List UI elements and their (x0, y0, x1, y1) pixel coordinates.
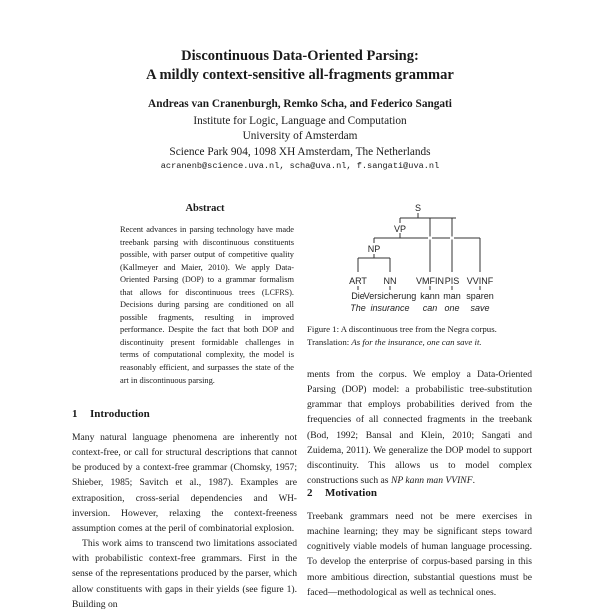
section-number: 1 (72, 408, 78, 420)
caption-translation: As for the insurance, one can save it. (351, 337, 482, 347)
word: Die (351, 291, 365, 301)
node-np: NP (367, 244, 381, 254)
gloss: The (350, 303, 366, 313)
introduction-body (72, 430, 297, 612)
word: Versicherung (363, 291, 417, 301)
gloss: save (470, 303, 490, 313)
discontinuous-tree-diagram (334, 200, 534, 320)
acronym-dop: DOP (184, 275, 201, 285)
preterminal: ART (349, 276, 367, 286)
abstract-text: Recent advances in parsing technology have made treebank parsing with discontinuous constituents possible, with parser output of competitive quality (Kallmeyer and Maier, 2010). We apply Data-Oriented Parsing ( (120, 225, 294, 285)
author-block (0, 97, 600, 173)
preterminal: NN (383, 276, 397, 286)
acronym-wh: WH (278, 492, 294, 503)
title-line-2: A mildly context-sensitive all-fragments grammar (146, 67, 454, 83)
word: man (443, 291, 461, 301)
acronym-lcfrs: LCFRS (264, 287, 290, 297)
author-names: Andreas van Cranenburgh, Remko Scha, and Federico Sangati (148, 98, 452, 110)
preterminal: PIS (444, 276, 460, 286)
example-construction: NP kann man VVINF (390, 475, 473, 487)
figure-1-tree (334, 200, 534, 320)
caption-translation-label: Translation: (307, 337, 352, 347)
body-text: Treebank grammars need not be mere exercises in machine learning; they may be significant steps toward cognitively viable models of human language processing. To develop the enterprise of corpus-based parsing in this more ambitious direction, substantial questions must be faced—methodological as well as technical ones. (307, 511, 532, 598)
affiliation-university: University of Amsterdam (242, 130, 358, 142)
node-vp: VP (393, 224, 407, 234)
abstract-text: and discontinuity present formidable challenges in terms of computational complexity, the model is reasonably efficient, and surpasses the state of the art in discontinuous parsing. (120, 325, 294, 385)
caption-text: Figure 1: A discontinuous tree from the Negra corpus. (307, 324, 497, 334)
gloss: one (444, 303, 460, 313)
preterminal: VMFIN (416, 276, 444, 286)
affiliation-institute: Institute for Logic, Language and Computation (193, 114, 407, 127)
paper-title (0, 47, 600, 85)
acronym-dop: DOP (345, 384, 364, 395)
abstract-text: ). Decisions during parsing are conditioned on all possible fragments, resulting in improved performance. Despite the fact that both (120, 287, 294, 335)
title-line-1: Discontinuous Data-Oriented Parsing: (181, 48, 419, 64)
word: sparen (466, 291, 494, 301)
body-text: This work aims to transcend two limitations associated with probabilistic context-free grammars. First in the sense of the representations produced by the parser, which allow constituents with gaps in their yields (see figure 1). Building on (72, 538, 297, 610)
affiliation-address: Science Park 904, 1098 XH Amsterdam, The Netherlands (169, 145, 431, 158)
body-text: model to support discontinuity. This allows us to model complex constructions such as (307, 444, 532, 487)
right-column-body (307, 367, 532, 488)
section-heading-introduction (72, 408, 150, 420)
section-heading-motivation (307, 487, 377, 499)
abstract-text: ) to a grammar formalism that allows for discontinuous trees ( (120, 275, 294, 297)
section-number: 2 (307, 487, 313, 499)
word: kann (420, 291, 440, 301)
body-text: Many natural language phenomena are inherently not context-free, or call for structural descriptions that cannot be produced by a context-free grammar (Chomsky, 1957; Shieber, 1985; Savitch et al., 1987). Examples are extraposition, cross-serial dependencies and (72, 432, 297, 504)
gloss: insurance (370, 303, 410, 313)
acronym-dop: DOP (262, 325, 279, 335)
section-title: Introduction (90, 408, 150, 420)
body-text: ) model: a probabilistic tree-substitution grammar that employs probabilities derived from the frequencies of all connected fragments in the treebank (Bod, 1992; Bansal and Klein, 2010; Sangati and Zuidema, 2011). We generalize the (307, 384, 532, 456)
section-title: Motivation (325, 487, 377, 499)
figure-caption (307, 323, 537, 349)
author-emails: acranenb@science.uva.nl, scha@uva.nl, f.sangati@uva.nl (160, 161, 440, 171)
body-text: ments from the corpus. We employ a Data-Oriented Parsing ( (307, 369, 532, 396)
motivation-body (307, 509, 532, 600)
acronym-dop: DOP (445, 444, 464, 455)
body-text: -inversion. However, relaxing the context-freeness assumption comes at the peril of combinatorial explosion. (72, 492, 297, 534)
abstract-heading: Abstract (185, 203, 225, 214)
preterminal: VVINF (466, 276, 494, 286)
gloss: can (422, 303, 438, 313)
abstract-body (120, 224, 294, 387)
node-s: S (414, 203, 422, 213)
body-text: . (472, 475, 475, 487)
